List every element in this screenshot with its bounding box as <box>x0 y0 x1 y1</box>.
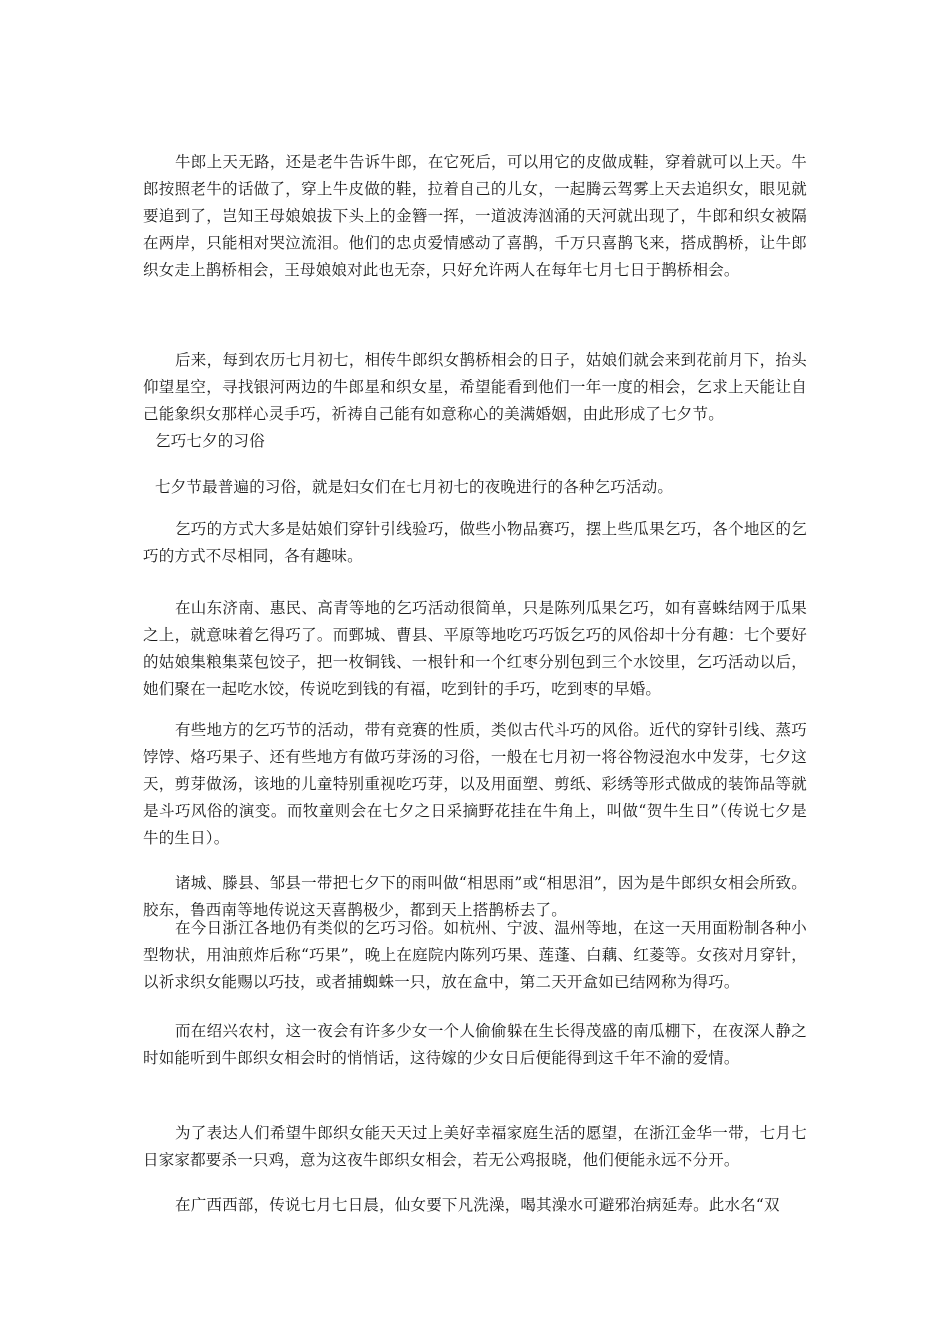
paragraph-common-custom: 七夕节最普遍的习俗，就是妇女们在七月初七的夜晚进行的各种乞巧活动。 <box>155 478 674 496</box>
paragraph-competition-customs: 有些地方的乞巧节的活动，带有竞赛的性质，类似古代斗巧的风俗。近代的穿针引线、蒸巧饽饽、烙巧果子、还有些地方有做巧芽汤的习俗，一般在七月初一将谷物浸泡水中发芽，七夕这天，剪芽做汤，该地的儿童特别重视吃巧芽，以及用面塑、剪纸、彩绣等形式做成的装饰品等就是斗巧风俗的演变。而牧童则会在七夕之日采摘野花挂在牛角上，叫做“贺牛生日”（传说七夕是牛的生日）。 <box>143 721 807 847</box>
paragraph-guangxi-customs: 在广西西部，传说七月七日晨，仙女要下凡洗澡，喝其澡水可避邪治病延寿。此水名“双 <box>175 1196 780 1214</box>
paragraph-cowherd-ascends: 牛郎上天无路，还是老牛告诉牛郎，在它死后，可以用它的皮做成鞋，穿着就可以上天。牛郎按照老牛的话做了，穿上牛皮做的鞋，拉着自己的儿女，一起腾云驾雾上天去追织女，眼见就要追到了，岂知王母娘娘拔下头上的金簪一挥，一道波涛汹涌的天河就出现了，牛郎和织女被隔在两岸，只能相对哭泣流泪。他们的忠贞爱情感动了喜鹊，千万只喜鹊飞来，搭成鹊桥，让牛郎织女走上鹊桥相会，王母娘娘对此也无奈，只好允许两人在每年七月七日于鹊桥相会。 <box>143 153 807 279</box>
paragraph-lovesick-rain: 诸城、滕县、邹县一带把七夕下的雨叫做“相思雨”或“相思泪”，因为是牛郎织女相会所致。胶东，鲁西南等地传说这天喜鹊极少，都到天上搭鹊桥去了。 <box>143 874 807 919</box>
paragraph-jinhua-customs: 为了表达人们希望牛郎织女能天天过上美好幸福家庭生活的愿望，在浙江金华一带，七月七日家家都要杀一只鸡，意为这夜牛郎织女相会，若无公鸡报晓，他们便能永远不分开。 <box>143 1124 807 1169</box>
paragraph-shandong-customs: 在山东济南、惠民、高青等地的乞巧活动很简单，只是陈列瓜果乞巧，如有喜蛛结网于瓜果之上，就意味着乞得巧了。而鄄城、曹县、平原等地吃巧巧饭乞巧的风俗却十分有趣：七个要好的姑娘集粮集菜包饺子，把一枚铜钱、一根针和一个红枣分别包到三个水饺里，乞巧活动以后，她们聚在一起吃水饺，传说吃到钱的有福，吃到针的手巧，吃到枣的早婚。 <box>143 599 807 698</box>
paragraph-shaoxing-customs: 而在绍兴农村，这一夜会有许多少女一个人偷偷躲在生长得茂盛的南瓜棚下，在夜深人静之时如能听到牛郎织女相会时的悄悄话，这待嫁的少女日后便能得到这千年不渝的爱情。 <box>143 1022 807 1067</box>
paragraph-zhejiang-customs: 在今日浙江各地仍有类似的乞巧习俗。如杭州、宁波、温州等地，在这一天用面粉制各种小型物状，用油煎炸后称“巧果”，晚上在庭院内陈列巧果、莲蓬、白藕、红菱等。女孩对月穿针，以祈求织女能赐以巧技，或者捕蜘蛛一只，放在盒中，第二天开盒如已结网称为得巧。 <box>143 919 807 991</box>
section-heading-qiqiao-customs: 乞巧七夕的习俗 <box>155 432 265 450</box>
paragraph-qiqiao-methods: 乞巧的方式大多是姑娘们穿针引线验巧，做些小物品赛巧，摆上些瓜果乞巧，各个地区的乞巧的方式不尽相同，各有趣味。 <box>143 520 807 565</box>
paragraph-qixi-origin: 后来，每到农历七月初七，相传牛郎织女鹊桥相会的日子，姑娘们就会来到花前月下，抬头仰望星空，寻找银河两边的牛郎星和织女星，希望能看到他们一年一度的相会，乞求上天能让自己能象织女那样心灵手巧，祈祷自己能有如意称心的美满婚姻，由此形成了七夕节。 <box>143 351 807 423</box>
